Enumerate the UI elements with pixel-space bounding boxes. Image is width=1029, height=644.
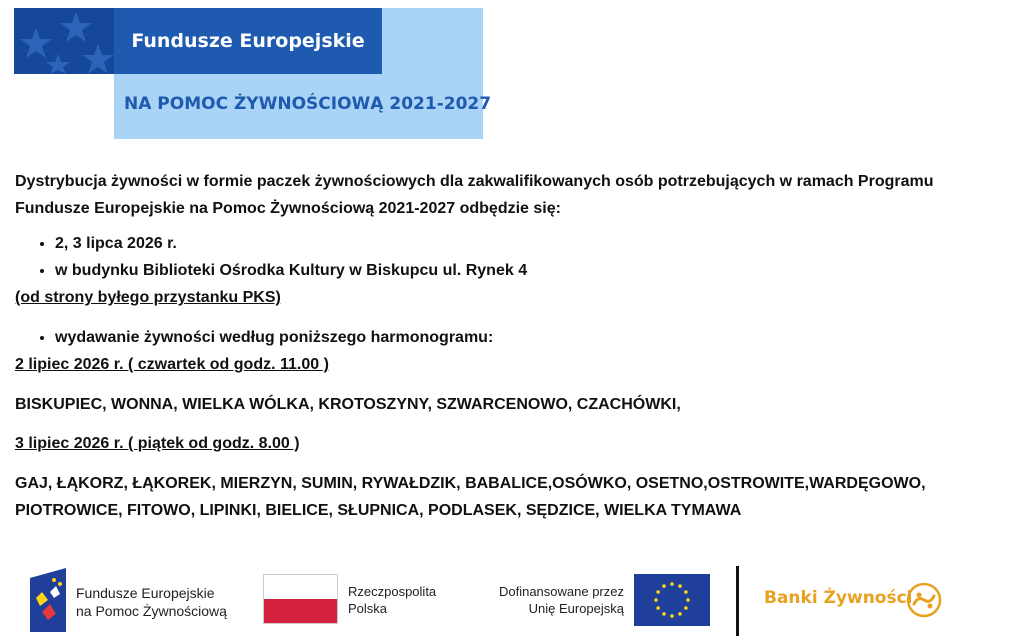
list-item-dates: • 2, 3 lipca 2026 r. xyxy=(55,230,1015,257)
announcement xyxy=(15,168,1015,524)
day2-heading: 3 lipiec 2026 r. ( piątek od godz. 8.00 ) xyxy=(15,435,300,452)
pl-line-1: Rzeczpospolita xyxy=(348,584,437,599)
banner-subtitle: NA POMOC ŻYWNOŚCIOWĄ 2021-2027 xyxy=(124,94,492,114)
banner-title-panel xyxy=(114,8,382,74)
details-list xyxy=(15,230,1015,284)
fe-line-1: Fundusze Europejskie xyxy=(76,585,215,601)
eu-line-1: Dofinansowane przez xyxy=(498,584,624,599)
list-item-location: • w budynku Biblioteki Ośrodka Kultury w Biskupcu ul. Rynek 4 xyxy=(55,257,1015,284)
fundusze-europejskie-text xyxy=(76,584,227,620)
banner-stars-icon xyxy=(14,8,114,74)
footer-logos xyxy=(0,560,1029,644)
schedule-list xyxy=(15,324,1015,351)
banner-title: Fundusze Europejskie xyxy=(131,30,365,52)
day1-heading: 2 lipiec 2026 r. ( czwartek od godz. 11.00 ) xyxy=(15,356,329,373)
footer-divider xyxy=(736,566,739,636)
day2-places-line-2: PIOTROWICE, FITOWO, LIPINKI, BIELICE, SŁUPNICA, PODLASEK, SĘDZICE, WIELKA TYMAWA xyxy=(15,502,742,519)
list-item-schedule: • wydawanie żywności według poniższego harmonogramu: xyxy=(55,324,1015,351)
intro-line-2: Fundusze Europejskie na Pomoc Żywnościową 2021-2027 odbędzie się: xyxy=(15,200,561,217)
rzeczpospolita-text xyxy=(348,583,436,617)
day2-places-line-1: GAJ, ŁĄKORZ, ŁĄKOREK, MIERZYN, SUMIN, RYWAŁDZIK, BABALICE,OSÓWKO, OSETNO,OSTROWITE,WARDĘGOWO, xyxy=(15,475,926,492)
day1-places: BISKUPIEC, WONNA, WIELKA WÓLKA, KROTOSZYNY, SZWARCENOWO, CZACHÓWKI, xyxy=(15,396,681,413)
eu-cofinanced-text xyxy=(476,583,624,617)
eu-line-2: Unię Europejską xyxy=(528,601,624,616)
intro-paragraph xyxy=(15,168,1015,222)
poland-flag-icon xyxy=(263,574,338,624)
intro-line-1: Dystrybucja żywności w formie paczek żywnościowych dla zakwalifikowanych osób potrzebujących w ramach Programu xyxy=(15,173,934,190)
banki-zywnosci-name: Banki Żywności xyxy=(764,588,913,608)
fe-line-2: na Pomoc Żywnościową xyxy=(76,603,227,619)
pl-line-2: Polska xyxy=(348,601,388,616)
location-note: (od strony byłego przystanku PKS) xyxy=(15,289,281,306)
banki-zywnosci-logo-icon xyxy=(906,582,942,618)
fundusze-europejskie-logo-icon xyxy=(30,568,66,632)
day2-places xyxy=(15,470,1015,524)
eu-flag-icon xyxy=(634,574,710,626)
fundusze-banner xyxy=(14,8,492,139)
